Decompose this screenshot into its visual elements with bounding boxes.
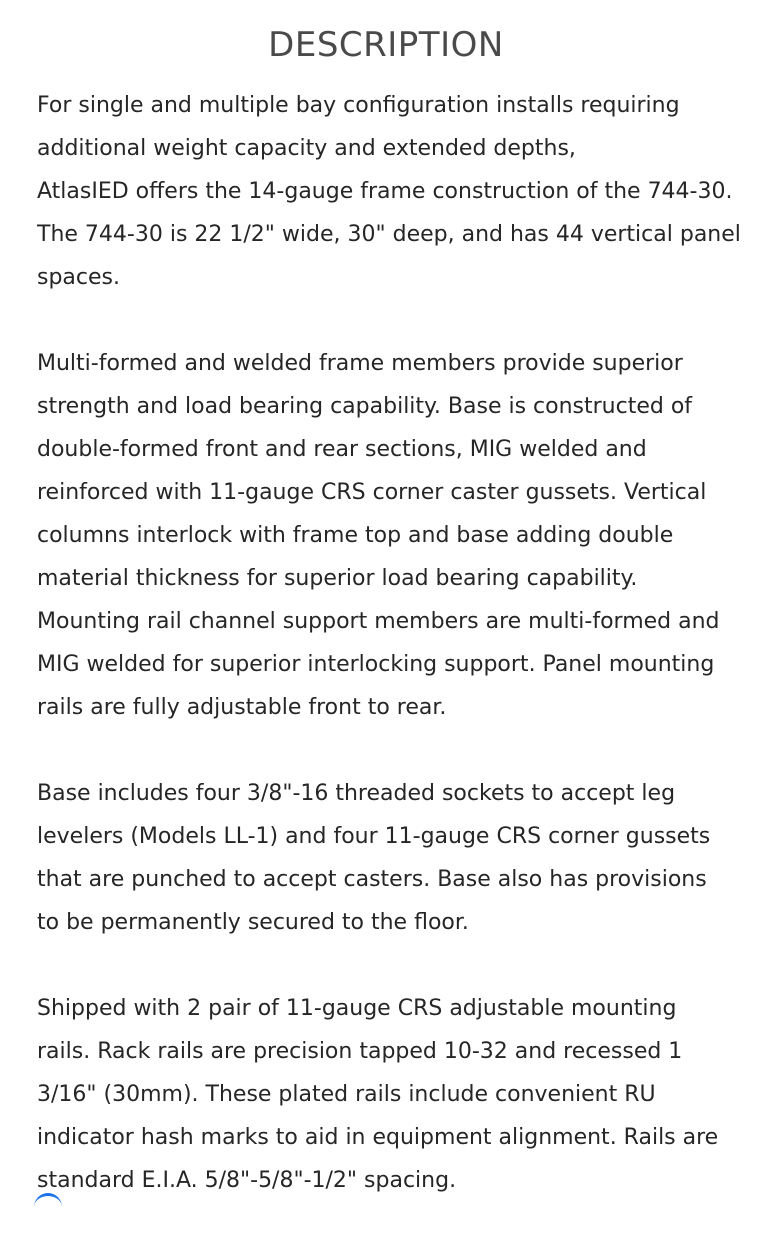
text-line: reinforced with 11-gauge CRS corner caster gussets. Vertical [37, 480, 707, 505]
text-line: that are punched to accept casters. Base also has provisions [37, 867, 707, 892]
text-line: Multi-formed and welded frame members provide superior [37, 351, 683, 376]
text-line: spaces. [37, 265, 120, 290]
text-line: Mounting rail channel support members are multi-formed and [37, 609, 720, 634]
paragraph-construction [37, 342, 757, 729]
text-line: additional weight capacity and extended depths, [37, 136, 576, 161]
text-line: levelers (Models LL-1) and four 11-gauge CRS corner gussets [37, 824, 711, 849]
paragraph-rails [37, 987, 757, 1202]
text-line: Shipped with 2 pair of 11-gauge CRS adjustable mounting [37, 996, 677, 1021]
paragraph-overview [37, 84, 757, 299]
text-line: to be permanently secured to the floor. [37, 910, 469, 935]
text-line: rails are fully adjustable front to rear. [37, 695, 447, 720]
text-line: 3/16" (30mm). These plated rails include convenient RU [37, 1082, 656, 1107]
text-line: material thickness for superior load bearing capability. [37, 566, 638, 591]
text-line: double-formed front and rear sections, MIG welded and [37, 437, 647, 462]
text-line: AtlasIED offers the 14-gauge frame construction of the 744-30. [37, 179, 733, 204]
section-heading: DESCRIPTION [268, 25, 504, 65]
text-line: indicator hash marks to aid in equipment alignment. Rails are [37, 1125, 719, 1150]
text-line: columns interlock with frame top and base adding double [37, 523, 674, 548]
text-line: Base includes four 3/8"-16 threaded sockets to accept leg [37, 781, 676, 806]
text-line: standard E.I.A. 5/8"-5/8"-1/2" spacing. [37, 1168, 457, 1193]
text-line: For single and multiple bay configuration installs requiring [37, 93, 680, 118]
description-body [37, 84, 757, 1245]
text-line: MIG welded for superior interlocking support. Panel mounting [37, 652, 715, 677]
text-line: strength and load bearing capability. Base is constructed of [37, 394, 693, 419]
text-line: rails. Rack rails are precision tapped 10-32 and recessed 1 [37, 1039, 683, 1064]
text-line: The 744-30 is 22 1/2" wide, 30" deep, and has 44 vertical panel [37, 222, 741, 247]
paragraph-base [37, 772, 757, 944]
